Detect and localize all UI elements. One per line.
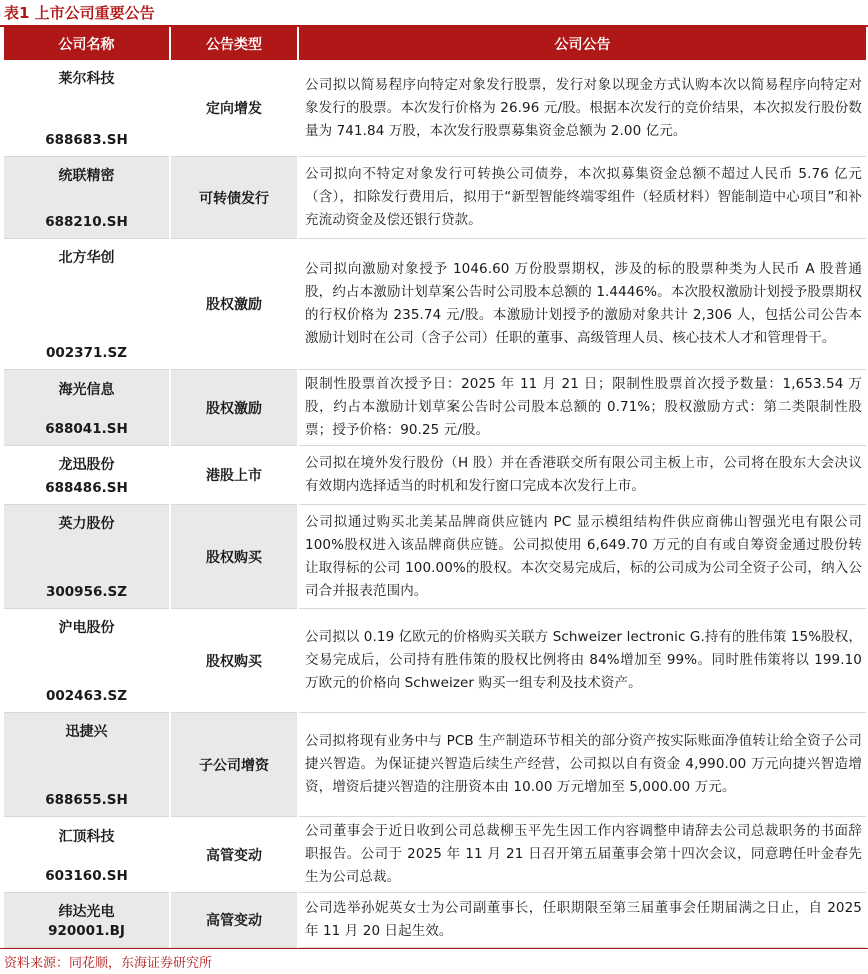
table-row	[4, 713, 866, 817]
company-name: 迅捷兴	[65, 724, 108, 740]
notice-text: 公司董事会于近日收到公司总裁柳玉平先生因工作内容调整申请辞去公司总裁职务的书面辞职报告。公司于 2025 年 11 月 21 日召开第五届董事会第十四次会议，同意聘任叶金春先生为公司总裁。	[298, 817, 866, 893]
notice-type: 子公司增资	[170, 713, 298, 817]
stock-code: 300956.SZ	[46, 584, 127, 600]
stock-code: 688683.SH	[45, 132, 128, 148]
company-cell	[4, 157, 170, 239]
company-name: 统联精密	[58, 168, 115, 184]
company-cell	[4, 893, 170, 948]
company-name: 纬达光电	[58, 904, 115, 920]
stock-code: 002371.SZ	[46, 345, 127, 361]
notice-text: 公司拟向不特定对象发行可转换公司债券，本次拟募集资金总额不超过人民币 5.76 亿元（含），扣除发行费用后，拟用于“新型智能终端零组件（轻质材料）智能制造中心项目”和补充流动资金及偿还银行贷款。	[298, 157, 866, 239]
stock-code: 603160.SH	[45, 867, 128, 884]
company-cell	[4, 239, 170, 370]
notice-type: 股权购买	[170, 609, 298, 713]
stock-code: 688210.SH	[45, 214, 128, 230]
announcements-table	[4, 27, 866, 948]
notice-text: 公司拟向激励对象授予 1046.60 万份股票期权，涉及的标的股票种类为人民币 A 股普通股，约占本激励计划草案公告时公司股本总额的 1.4446%。本次股权激励计划授予股票期权的行权价格为 235.74 元/股。本激励计划授予的激励对象共计 2,306 人，包括公司公告本激励计划时在公司（含子公司）任职的董事、高级管理人员、核心技术人才和管理骨干。	[298, 239, 866, 370]
table-row	[4, 446, 866, 505]
company-name: 英力股份	[58, 516, 115, 532]
table-caption: 表1 上市公司重要公告	[4, 4, 155, 22]
notice-type: 高管变动	[170, 893, 298, 948]
company-cell	[4, 446, 170, 505]
stock-code: 688041.SH	[45, 420, 128, 437]
stock-code: 920001.BJ	[48, 923, 125, 939]
company-cell	[4, 817, 170, 893]
notice-text: 限制性股票首次授予日：2025 年 11 月 21 日；限制性股票首次授予数量：1,653.54 万股，约占本激励计划草案公告时公司股本总额的 0.71%；股权激励方式：第二类限制性股票；授予价格：90.25 元/股。	[298, 370, 866, 446]
company-cell	[4, 60, 170, 157]
company-cell	[4, 505, 170, 609]
notice-text: 公司拟以简易程序向特定对象发行股票，发行对象以现金方式认购本次以简易程序向特定对象发行的股票。本次发行价格为 26.96 元/股。根据本次发行的竞价结果，本次拟发行股份数量为 741.84 万股，本次发行股票募集资金总额为 2.00 亿元。	[298, 60, 866, 157]
table-row	[4, 505, 866, 609]
notice-type: 可转债发行	[170, 157, 298, 239]
table-row	[4, 157, 866, 239]
notice-text: 公司拟在境外发行股份（H 股）并在香港联交所有限公司主板上市，公司将在股东大会决议有效期内选择适当的时机和发行窗口完成本次发行上市。	[298, 446, 866, 505]
notice-type: 定向增发	[170, 60, 298, 157]
company-name: 莱尔科技	[58, 71, 115, 87]
notice-text: 公司拟以 0.19 亿欧元的价格购买关联方 Schweizer lectronic G.持有的胜伟策 15%股权，交易完成后，公司持有胜伟策的股权比例将由 84%增加至 99%。同时胜伟策将以 199.10 万欧元的价格向 Schweizer 购买一组专利及技术资产。	[298, 609, 866, 713]
notice-type: 股权购买	[170, 505, 298, 609]
company-cell	[4, 609, 170, 713]
company-name: 北方华创	[58, 250, 115, 266]
table-row	[4, 370, 866, 446]
notice-type: 高管变动	[170, 817, 298, 893]
company-cell	[4, 370, 170, 446]
stock-code: 688486.SH	[45, 480, 128, 496]
company-name: 海光信息	[58, 381, 115, 398]
notice-type: 港股上市	[170, 446, 298, 505]
stock-code: 688655.SH	[45, 792, 128, 808]
header-notice: 公司公告	[298, 27, 866, 60]
company-name: 汇顶科技	[58, 828, 115, 845]
company-name: 沪电股份	[58, 620, 115, 636]
bottom-rule	[0, 948, 868, 949]
company-name: 龙迅股份	[58, 457, 115, 473]
notice-text: 公司选举孙妮英女士为公司副董事长，任职期限至第三届董事会任期届满之日止，自 2025 年 11 月 20 日起生效。	[298, 893, 866, 948]
notice-type: 股权激励	[170, 239, 298, 370]
table-row	[4, 60, 866, 157]
table-row	[4, 893, 866, 948]
table-row	[4, 609, 866, 713]
header-notice-type: 公告类型	[170, 27, 298, 60]
source-note: 资料来源：同花顺，东海证券研究所	[4, 956, 213, 971]
table-row	[4, 239, 866, 370]
notice-type: 股权激励	[170, 370, 298, 446]
header-company-name: 公司名称	[4, 27, 170, 60]
stock-code: 002463.SZ	[46, 688, 127, 704]
notice-text: 公司拟将现有业务中与 PCB 生产制造环节相关的部分资产按实际账面净值转让给全资子公司捷兴智造。为保证捷兴智造后续生产经营，公司拟以自有资金 4,990.00 万元向捷兴智造增资，增资后捷兴智造的注册资本由 10.00 万元增加至 5,000.00 万元。	[298, 713, 866, 817]
notice-text: 公司拟通过购买北美某品牌商供应链内 PC 显示模组结构件供应商佛山智强光电有限公司 100%股权进入该品牌商供应链。公司拟使用 6,649.70 万元的自有或自筹资金通过股份转让取得标的公司 100.00%的股权。本次交易完成后，标的公司成为公司全资子公司，纳入公司合并报表范围内。	[298, 505, 866, 609]
table-row	[4, 817, 866, 893]
company-cell	[4, 713, 170, 817]
header-row	[4, 27, 866, 60]
